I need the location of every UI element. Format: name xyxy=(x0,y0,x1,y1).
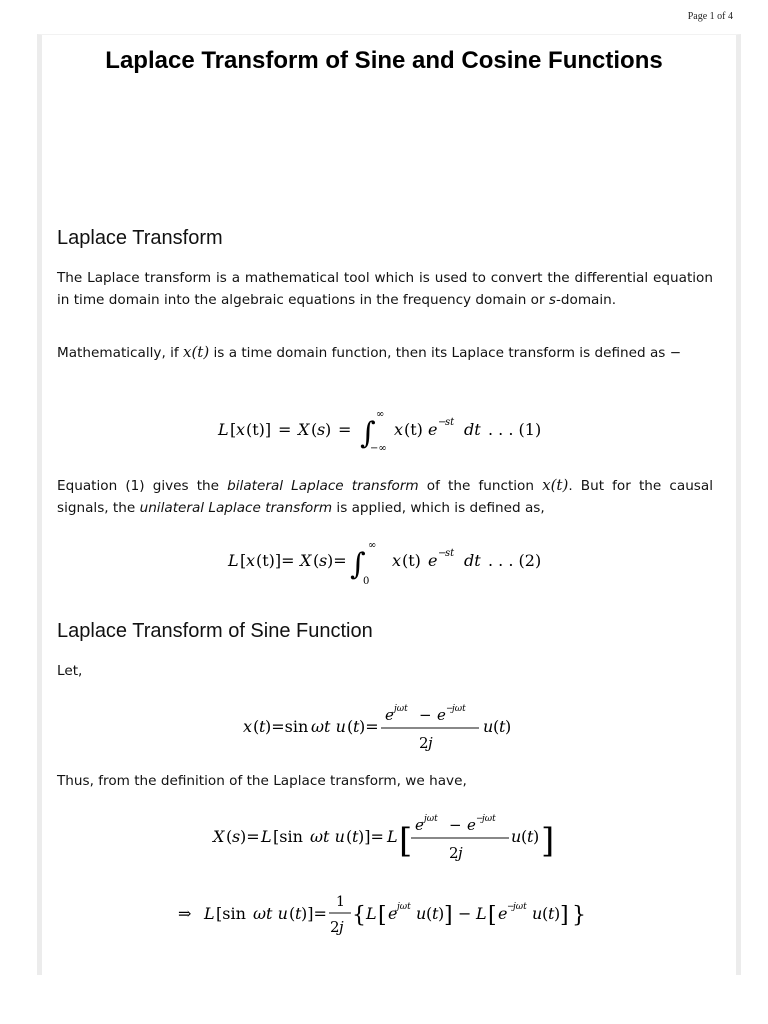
svg-text:. . . (2): . . . (2) xyxy=(488,551,542,570)
svg-text:−: − xyxy=(476,814,484,824)
svg-text:u: u xyxy=(416,904,427,923)
svg-text:j: j xyxy=(339,918,344,936)
paragraph-bilateral-text-b: of the function xyxy=(418,478,543,494)
paragraph-bilateral xyxy=(57,474,713,519)
equation-2-graphic xyxy=(224,536,544,588)
svg-text:t: t xyxy=(352,827,359,846)
svg-text:(: ( xyxy=(313,551,320,570)
svg-text:)=: )= xyxy=(327,551,347,570)
svg-text:X: X xyxy=(298,420,310,439)
svg-text:0: 0 xyxy=(363,576,370,587)
equation-5-graphic xyxy=(174,888,594,942)
equation-3-graphic xyxy=(239,700,529,756)
svg-text:ωt u: ωt u xyxy=(311,717,346,736)
paragraph-bilateral-text-c: . But for the causal signals, the xyxy=(57,478,713,516)
term-unilateral: unilateral Laplace transform xyxy=(139,500,333,516)
svg-text:u: u xyxy=(532,904,543,923)
svg-text:{: { xyxy=(352,903,366,928)
svg-text:e: e xyxy=(385,706,394,724)
svg-text:]: ] xyxy=(541,821,555,861)
svg-text:ωt u: ωt u xyxy=(310,827,345,846)
svg-text:(: ( xyxy=(226,827,233,846)
svg-text:L: L xyxy=(218,420,229,439)
paragraph-intro-text-a: The Laplace transform is a mathematical tool which is used to convert the differential equation in time domain into the algebraic equations in the frequency domain or xyxy=(57,270,713,308)
svg-text:e: e xyxy=(415,816,424,834)
svg-text:−: − xyxy=(449,816,462,834)
svg-text:[sin: [sin xyxy=(273,827,303,846)
svg-text:(: ( xyxy=(289,904,296,923)
svg-text:(t)]=: (t)]= xyxy=(256,551,295,570)
svg-text:(t): (t) xyxy=(402,551,421,570)
svg-text:x: x xyxy=(392,551,402,570)
page-indicator: Page 1 of 4 xyxy=(687,11,733,22)
term-bilateral: bilateral Laplace transform xyxy=(227,478,419,494)
svg-text:=: = xyxy=(338,420,352,439)
svg-text:−: − xyxy=(419,706,432,724)
svg-text:L: L xyxy=(228,551,239,570)
svg-text:∞: ∞ xyxy=(368,540,377,551)
svg-text:jωt: jωt xyxy=(394,704,408,714)
svg-text:t: t xyxy=(548,904,555,923)
svg-text:L: L xyxy=(366,904,377,923)
section-heading-sine: Laplace Transform of Sine Function xyxy=(57,620,373,642)
paragraph-definition-text-b: is a time domain function, then its Laplace transform is defined as − xyxy=(209,345,682,361)
paragraph-bilateral-text-d: is applied, which is defined as, xyxy=(332,500,545,516)
svg-text:. . . (1): . . . (1) xyxy=(488,420,542,439)
svg-text:−∞: −∞ xyxy=(370,443,387,454)
svg-text:x: x xyxy=(243,717,253,736)
paragraph-definition xyxy=(57,341,713,364)
svg-text:e: e xyxy=(428,551,438,570)
svg-text:x: x xyxy=(236,420,246,439)
svg-text:1: 1 xyxy=(336,894,345,910)
svg-text:(: ( xyxy=(521,827,528,846)
paragraph-intro xyxy=(57,267,713,311)
svg-text:(: ( xyxy=(347,717,354,736)
svg-text:): ) xyxy=(505,717,512,736)
svg-text:dt: dt xyxy=(464,551,481,570)
svg-text:x: x xyxy=(394,420,404,439)
paragraph-bilateral-text-a: Equation (1) gives the xyxy=(57,478,228,494)
svg-text:t: t xyxy=(295,904,302,923)
svg-text:2: 2 xyxy=(449,844,459,862)
svg-text:[: [ xyxy=(378,903,387,928)
svg-text:(t)]: (t)] xyxy=(246,420,272,439)
svg-text:L: L xyxy=(476,904,487,923)
svg-text:−: − xyxy=(507,902,515,912)
svg-text:ωt u: ωt u xyxy=(253,904,288,923)
svg-text:}: } xyxy=(572,903,586,928)
svg-text:jωt: jωt xyxy=(424,814,438,824)
svg-text:t: t xyxy=(259,717,266,736)
svg-text:(: ( xyxy=(493,717,500,736)
svg-text:t: t xyxy=(353,717,360,736)
svg-text:∫: ∫ xyxy=(360,416,376,451)
equation-1-graphic xyxy=(214,405,554,455)
equation-5 xyxy=(0,888,768,946)
svg-text:j: j xyxy=(428,734,433,752)
svg-text:(: ( xyxy=(311,420,318,439)
equation-4 xyxy=(0,810,768,870)
svg-text:s: s xyxy=(319,551,328,570)
equation-1 xyxy=(0,405,768,459)
svg-text:e: e xyxy=(467,816,476,834)
svg-text:): ) xyxy=(438,904,445,923)
svg-text:st: st xyxy=(445,417,455,428)
svg-text:): ) xyxy=(325,420,332,439)
svg-text:−: − xyxy=(438,548,447,559)
svg-text:)=: )= xyxy=(240,827,260,846)
svg-text:=: = xyxy=(278,420,292,439)
svg-text:jωt: jωt xyxy=(452,704,466,714)
svg-text:u: u xyxy=(511,827,522,846)
paragraph-intro-text-b: -domain. xyxy=(555,292,617,308)
svg-text:)=: )= xyxy=(359,717,379,736)
svg-text:): ) xyxy=(533,827,540,846)
svg-text:L: L xyxy=(387,827,398,846)
svg-text:]: ] xyxy=(444,903,453,928)
svg-text:e: e xyxy=(388,904,398,923)
svg-text:u: u xyxy=(483,717,494,736)
svg-text:s: s xyxy=(232,827,241,846)
equation-2 xyxy=(0,536,768,592)
document-title: Laplace Transform of Sine and Cosine Functions xyxy=(105,47,663,74)
svg-text:(: ( xyxy=(253,717,260,736)
svg-text:(: ( xyxy=(542,904,549,923)
svg-text:x: x xyxy=(246,551,256,570)
svg-text:dt: dt xyxy=(464,420,481,439)
svg-text:): ) xyxy=(554,904,561,923)
svg-text:∫: ∫ xyxy=(350,547,366,582)
svg-text:[sin: [sin xyxy=(216,904,246,923)
inline-math-xt-2: x(t) xyxy=(542,476,569,494)
svg-text:jωt: jωt xyxy=(397,902,411,912)
svg-text:s: s xyxy=(317,420,326,439)
paragraph-let: Let, xyxy=(57,663,83,679)
svg-text:e: e xyxy=(428,420,438,439)
svg-text:−: − xyxy=(458,904,472,923)
svg-text:[: [ xyxy=(230,420,237,439)
paragraph-thus: Thus, from the definition of the Laplace transform, we have, xyxy=(57,773,467,789)
svg-text:X: X xyxy=(213,827,225,846)
svg-text:⇒: ⇒ xyxy=(178,904,192,923)
svg-text:)]=: )]= xyxy=(301,904,327,923)
svg-text:(t): (t) xyxy=(404,420,423,439)
section-heading-laplace-transform: Laplace Transform xyxy=(57,227,223,249)
svg-text:−: − xyxy=(438,417,447,428)
equation-3 xyxy=(0,700,768,760)
svg-text:L: L xyxy=(261,827,272,846)
svg-text:)]=: )]= xyxy=(358,827,384,846)
svg-text:t: t xyxy=(432,904,439,923)
svg-text:[: [ xyxy=(488,903,497,928)
svg-text:e: e xyxy=(498,904,508,923)
svg-text:e: e xyxy=(437,706,446,724)
svg-text:j: j xyxy=(458,844,463,862)
svg-text:t: t xyxy=(499,717,506,736)
svg-text:X: X xyxy=(300,551,312,570)
svg-text:[: [ xyxy=(240,551,247,570)
variable-s: s xyxy=(548,292,556,308)
svg-text:2: 2 xyxy=(330,918,340,936)
equation-4-graphic xyxy=(209,810,559,866)
svg-text:[: [ xyxy=(399,821,413,861)
svg-text:t: t xyxy=(527,827,534,846)
svg-text:−: − xyxy=(446,704,454,714)
svg-text:(: ( xyxy=(426,904,433,923)
svg-text:]: ] xyxy=(560,903,569,928)
svg-text:st: st xyxy=(445,548,455,559)
svg-text:∞: ∞ xyxy=(376,409,385,420)
svg-text:jωt: jωt xyxy=(482,814,496,824)
svg-text:(: ( xyxy=(346,827,353,846)
inline-math-xt: x(t) xyxy=(182,343,210,361)
paragraph-definition-text-a: Mathematically, if xyxy=(57,345,183,361)
svg-text:)=sin: )=sin xyxy=(265,717,309,736)
svg-text:jωt: jωt xyxy=(513,902,527,912)
svg-text:L: L xyxy=(204,904,215,923)
svg-text:2: 2 xyxy=(419,734,429,752)
